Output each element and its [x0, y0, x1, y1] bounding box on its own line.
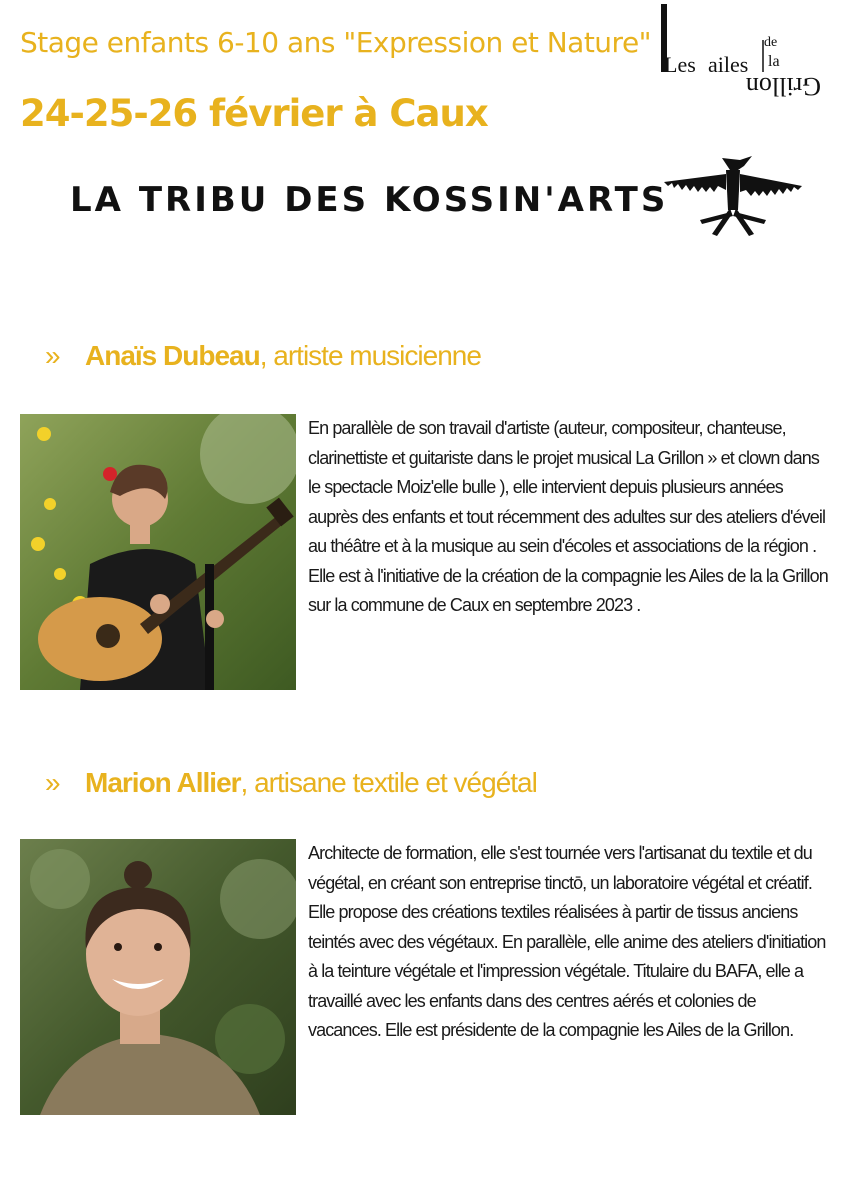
- tribe-title: LA TRIBU DES KOSSIN'ARTS: [70, 180, 669, 220]
- chevron-right-icon: »: [45, 340, 60, 371]
- artist-1-role: , artiste musicienne: [259, 340, 481, 371]
- artist-2-bio: [308, 839, 828, 1046]
- thunderbird-icon: [660, 150, 805, 242]
- artist-2-name: Marion Allier: [85, 767, 241, 798]
- logo-la: la: [768, 53, 780, 70]
- logo-ailes: ailes: [708, 52, 749, 77]
- artist-2-bio-para-1: Architecte de formation, elle s'est tournée vers l'artisanat du textile et du végétal, en créant son entreprise tinctō, un laboratoire végétal et créatif. Elle propose des créations textiles réalisées à partir de tissus anciens teintés avec des végétaux. En parallèle, elle anime des ateliers d'initiation à la teinture végétale et l'impression végétale. Titulaire du BAFA, elle a travaillé avec les enfants dans des centres aérés et colonies de vacances. Elle est présidente de la compagnie les Ailes de la Grillon.: [308, 843, 826, 1040]
- artist-1-photo: [20, 414, 296, 690]
- artist-1-bio-para-2: Elle est à l'initiative de la création de la compagnie les Ailes de la la Grillon sur la commune de Caux en septembre 2023 .: [308, 565, 828, 615]
- logo-de: de: [764, 35, 778, 50]
- artist-2-photo: [20, 839, 296, 1115]
- artist-1-name: Anaïs Dubeau: [85, 340, 260, 371]
- artist-1-bio-para-1: En parallèle de son travail d'artiste (auteur, compositeur, chanteuse, clarinettiste et guitariste dans le projet musical La Grillon » et clown dans le spectacle Moiz'elle bulle ), elle intervient depuis plusieurs années auprès des enfants et tout récemment des adultes sur des ateliers d'éveil au théâtre et à la musique au sein d'écoles et associations de la région .: [308, 418, 826, 556]
- artist-2-heading: [45, 767, 537, 799]
- chevron-right-icon: »: [45, 767, 60, 798]
- artist-2-role: , artisane textile et végétal: [240, 767, 537, 798]
- stage-dates: 24-25-26 février à Caux: [20, 92, 488, 135]
- artist-1-heading: [45, 340, 481, 372]
- logo-les: Les: [664, 52, 696, 77]
- logo: [656, 0, 831, 110]
- logo-grillon: Grillon: [745, 72, 821, 101]
- stage-title: Stage enfants 6-10 ans "Expression et Nature": [20, 26, 652, 59]
- artist-1-bio: [308, 414, 828, 621]
